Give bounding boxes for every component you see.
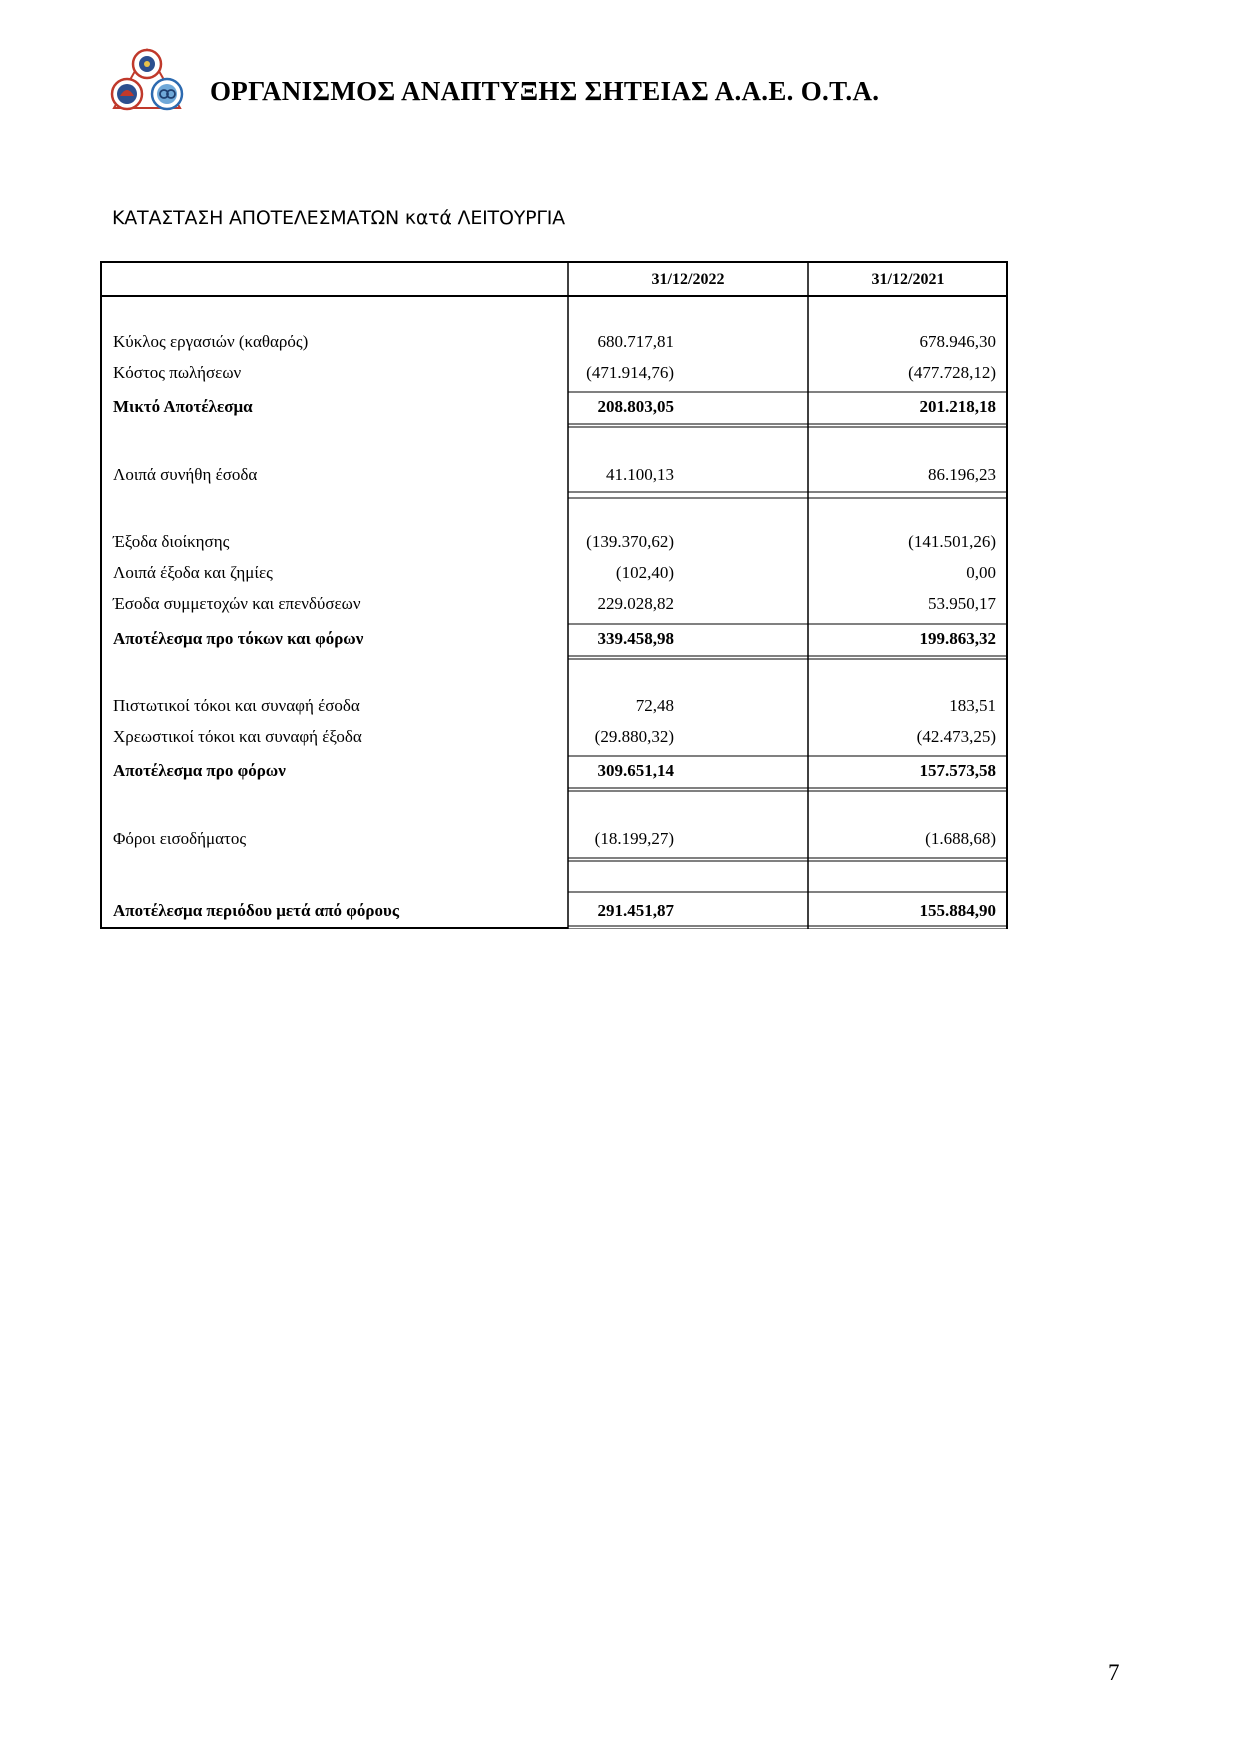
row-value-2022: 41.100,13 [606, 465, 674, 484]
net-result-value-2022: 291.451,87 [597, 901, 674, 920]
subtotal-value-2022: 339.458,98 [597, 629, 674, 648]
column-header-2021: 31/12/2021 [871, 271, 945, 288]
row-value-2021: (477.728,12) [908, 363, 996, 382]
subtotal-label: Αποτέλεσμα προ τόκων και φόρων [113, 629, 364, 648]
subtotal-label: Αποτέλεσμα προ φόρων [113, 761, 286, 780]
subtotal-value-2022: 208.803,05 [597, 397, 674, 416]
column-header-2022: 31/12/2022 [651, 271, 725, 288]
row-value-2021: 0,00 [966, 563, 996, 582]
organization-logo-icon [110, 44, 184, 116]
page-number: 7 [1108, 1660, 1120, 1685]
subtotal-value-2021: 157.573,58 [919, 761, 996, 780]
row-value-2021: (141.501,26) [908, 532, 996, 551]
row-value-2022: 72,48 [635, 696, 674, 715]
subtotal-label: Μικτό Αποτέλεσμα [113, 397, 253, 416]
row-value-2022: (139.370,62) [586, 532, 674, 551]
row-label: Λοιπά συνήθη έσοδα [113, 465, 258, 484]
row-label: Έσοδα συμμετοχών και επενδύσεων [113, 594, 361, 613]
row-label: Κόστος πωλήσεων [113, 363, 242, 382]
subtotal-value-2021: 199.863,32 [919, 629, 996, 648]
statement-title: ΚΑΤΑΣΤΑΣΗ ΑΠΟΤΕΛΕΣΜΑΤΩΝ κατά ΛΕΙΤΟΥΡΓΙΑ [112, 207, 565, 229]
subtotal-value-2021: 201.218,18 [919, 397, 996, 416]
income-statement-table [100, 261, 1008, 929]
subtotal-value-2022: 309.651,14 [597, 761, 674, 780]
row-value-2022: 680.717,81 [597, 332, 674, 351]
row-value-2022: (471.914,76) [586, 363, 674, 382]
row-value-2022: 229.028,82 [597, 594, 674, 613]
row-value-2021: (1.688,68) [925, 829, 996, 848]
row-label: Λοιπά έξοδα και ζημίες [113, 563, 273, 582]
row-label: Φόροι εισοδήματος [113, 829, 247, 848]
row-value-2021: 86.196,23 [928, 465, 996, 484]
row-label: Έξοδα διοίκησης [113, 532, 230, 551]
row-value-2022: (18.199,27) [594, 829, 674, 848]
row-label: Πιστωτικοί τόκοι και συναφή έσοδα [113, 696, 360, 715]
row-value-2022: (29.880,32) [594, 727, 674, 746]
net-result-label: Αποτέλεσμα περιόδου μετά από φόρους [113, 901, 399, 920]
row-value-2022: (102,40) [615, 563, 674, 582]
row-value-2021: (42.473,25) [916, 727, 996, 746]
row-value-2021: 183,51 [949, 696, 996, 715]
organization-name: ΟΡΓΑΝΙΣΜΟΣ ΑΝΑΠΤΥΞΗΣ ΣΗΤΕΙΑΣ Α.Α.Ε. Ο.Τ.Α. [210, 76, 880, 106]
net-result-value-2021: 155.884,90 [919, 901, 996, 920]
row-value-2021: 678.946,30 [919, 332, 996, 351]
row-value-2021: 53.950,17 [928, 594, 996, 613]
row-label: Κύκλος εργασιών (καθαρός) [113, 332, 309, 351]
document-header [110, 44, 1010, 114]
row-label: Χρεωστικοί τόκοι και συναφή έξοδα [113, 727, 362, 746]
